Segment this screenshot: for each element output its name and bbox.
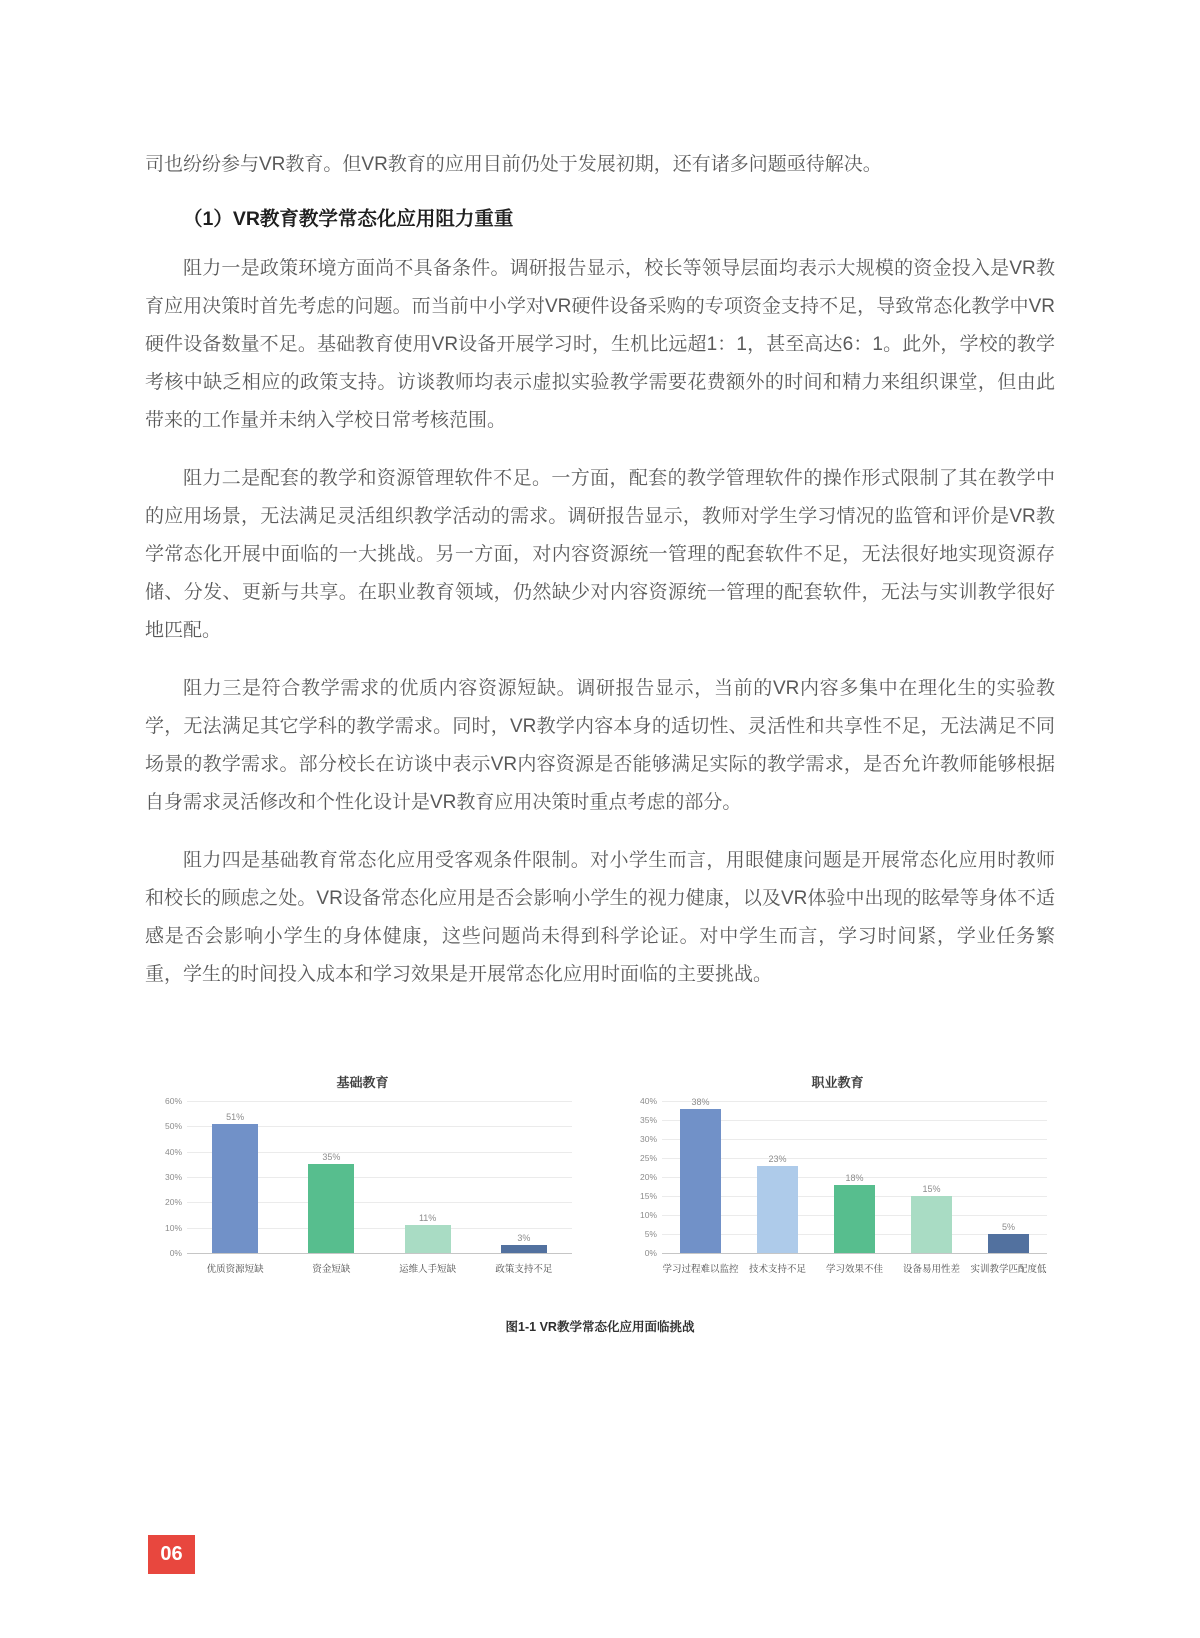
x-axis-labels <box>187 1261 572 1275</box>
x-axis-label: 学习效果不佳 <box>825 1264 883 1275</box>
paragraph-obstacle-3: 阻力三是符合教学需求的优质内容资源短缺。调研报告显示，当前的VR内容多集中在理化生的实验教学，无法满足其它学科的教学需求。同时，VR教学内容本身的适切性、灵活性和共享性不足，无法满足不同场景的教学需求。部分校长在访谈中表示VR内容资源是否能够满足实际的教学需求，是否允许教师能够根据自身需求灵活修改和个性化设计是VR教育应用决策时重点考虑的部分。 <box>145 678 1055 813</box>
y-axis-tick-label: 5% <box>644 1229 657 1239</box>
x-axis-label: 政策支持不足 <box>495 1264 553 1275</box>
x-axis-label: 设备易用性差 <box>902 1264 960 1275</box>
bar <box>911 1196 952 1253</box>
bars-group <box>187 1101 572 1253</box>
bar-value-label: 51% <box>226 1111 245 1122</box>
chart-title: 职业教育 <box>811 1075 864 1090</box>
bar-value-label: 5% <box>1001 1222 1015 1232</box>
y-axis-tick-label: 50% <box>164 1121 182 1132</box>
bar-column <box>501 1233 547 1253</box>
bar-column <box>308 1152 354 1253</box>
bar-value-label: 23% <box>768 1153 787 1164</box>
bars-group <box>662 1096 1047 1253</box>
gridline <box>187 1253 572 1254</box>
paragraph-obstacle-2: 阻力二是配套的教学和资源管理软件不足。一方面，配套的教学管理软件的操作形式限制了其在教学中的应用场景，无法满足灵活组织教学活动的需求。调研报告显示，教师对学生学习情况的监管和评价是VR教学常态化开展中面临的一大挑战。另一方面，对内容资源统一管理的配套软件不足，无法很好地实现资源存储、分发、更新与共享。在职业教育领域，仍然缺少对内容资源统一管理的配套软件，无法与实训教学很好地匹配。 <box>145 468 1055 641</box>
page-number-badge: 06 <box>148 1535 195 1574</box>
x-axis-label: 学习过程难以监控 <box>662 1264 739 1275</box>
bar-value-label: 11% <box>418 1213 437 1224</box>
chart-plot-area <box>639 1096 1047 1258</box>
paragraph-obstacle-4: 阻力四是基础教育常态化应用受客观条件限制。对小学生而言，用眼健康问题是开展常态化应用时教师和校长的顾虑之处。VR设备常态化应用是否会影响小学生的视力健康，以及VR体验中出现的眩晕等身体不适感是否会影响小学生的身体健康，这些问题尚未得到科学论证。对中学生而言，学习时间紧，学业任务繁重，学生的时间投入成本和学习效果是开展常态化应用时面临的主要挑战。 <box>145 850 1055 985</box>
bar <box>501 1245 547 1253</box>
bar-value-label: 38% <box>691 1096 710 1107</box>
bar <box>308 1164 354 1253</box>
x-axis-label: 技术支持不足 <box>748 1264 806 1275</box>
y-axis-tick-label: 25% <box>639 1153 657 1163</box>
bar-value-label: 35% <box>322 1152 341 1163</box>
y-axis-tick-label: 20% <box>164 1197 182 1208</box>
bar-chart-1 <box>153 1072 572 1275</box>
bar <box>405 1225 451 1253</box>
charts-row <box>145 1072 1055 1275</box>
x-axis-label: 实训教学匹配度低 <box>970 1264 1047 1275</box>
bar <box>680 1109 721 1253</box>
bar <box>988 1234 1029 1253</box>
bar-column <box>911 1184 952 1253</box>
y-axis-tick-label: 0% <box>169 1248 182 1258</box>
y-axis-tick-label: 10% <box>164 1222 182 1233</box>
paragraph-obstacle-1: 阻力一是政策环境方面尚不具备条件。调研报告显示，校长等领导层面均表示大规模的资金投入是VR教育应用决策时首先考虑的问题。而当前中小学对VR硬件设备采购的专项资金支持不足，导致常态化教学中VR硬件设备数量不足。基础教育使用VR设备开展学习时，生机比远超1：1，甚至高达6：1。此外，学校的教学考核中缺乏相应的政策支持。访谈教师均表示虚拟实验教学需要花费额外的时间和精力来组织课堂，但由此带来的工作量并未纳入学校日常考核范围。 <box>145 258 1055 431</box>
bar <box>757 1166 798 1253</box>
y-axis-tick-label: 15% <box>639 1191 657 1201</box>
bar-chart-2 <box>628 1072 1047 1275</box>
bar <box>834 1185 875 1253</box>
figure-vr-challenges <box>145 1072 1055 1335</box>
chart-plot-area <box>164 1096 572 1258</box>
gridline <box>662 1253 1047 1254</box>
x-axis-labels <box>662 1261 1047 1275</box>
bar-value-label: 18% <box>845 1172 864 1183</box>
x-axis-label: 运维人手短缺 <box>399 1264 457 1275</box>
y-axis-tick-label: 40% <box>639 1096 657 1106</box>
bar-value-label: 15% <box>922 1184 941 1194</box>
y-axis-tick-label: 20% <box>639 1172 657 1182</box>
section-heading: （1）VR教育教学常态化应用阻力重重 <box>183 208 514 230</box>
bar-column <box>757 1154 798 1253</box>
figure-caption: 图1-1 VR教学常态化应用面临挑战 <box>505 1320 695 1334</box>
y-axis-tick-label: 35% <box>639 1115 657 1125</box>
paragraph-intro: 司也纷纷参与VR教育。但VR教育的应用目前仍处于发展初期，还有诸多问题亟待解决。 <box>145 154 882 175</box>
chart-title: 基础教育 <box>336 1075 389 1090</box>
y-axis-tick-label: 30% <box>164 1172 182 1182</box>
y-axis-tick-label: 30% <box>639 1134 657 1144</box>
bar <box>212 1124 258 1253</box>
text-content <box>145 146 1055 1014</box>
bar-column <box>988 1222 1029 1253</box>
x-axis-label: 优质资源短缺 <box>206 1264 264 1275</box>
y-axis-tick-label: 0% <box>644 1248 657 1258</box>
bar-column <box>405 1213 451 1253</box>
y-axis-tick-label: 10% <box>639 1210 657 1220</box>
bar-value-label: 3% <box>517 1233 531 1244</box>
bar-column <box>212 1112 258 1253</box>
y-axis-tick-label: 60% <box>164 1096 182 1106</box>
bar-column <box>680 1097 721 1253</box>
x-axis-label: 资金短缺 <box>312 1264 351 1275</box>
y-axis-tick-label: 40% <box>164 1146 182 1157</box>
bar-column <box>834 1173 875 1253</box>
